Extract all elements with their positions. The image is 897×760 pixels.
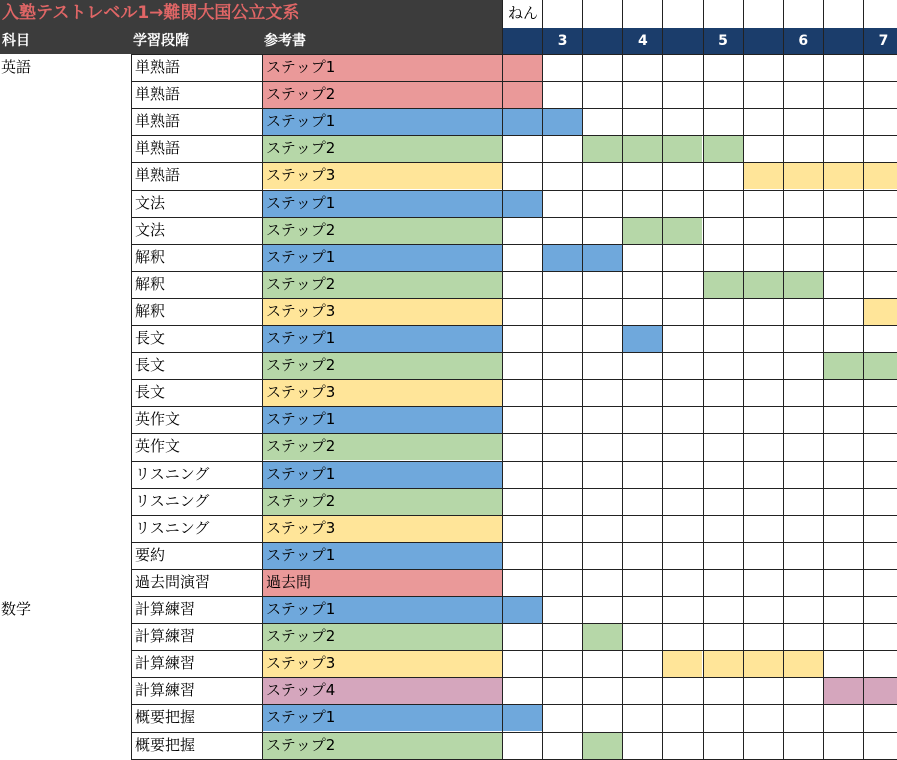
book-cell[interactable]: ステップ2: [262, 135, 502, 162]
stage-cell[interactable]: 長文: [135, 329, 166, 347]
header-stage[interactable]: 学習段階: [131, 28, 262, 54]
stage-cell[interactable]: リスニング: [135, 518, 210, 537]
stage-cell[interactable]: 計算練習: [135, 681, 196, 700]
stage-cell[interactable]: 文法: [135, 193, 166, 212]
book-cell[interactable]: ステップ1: [262, 325, 502, 352]
book-cell[interactable]: ステップ3: [262, 650, 502, 677]
book-cell[interactable]: ステップ2: [262, 81, 502, 108]
book-cell[interactable]: ステップ1: [262, 244, 502, 271]
stage-cell[interactable]: 概要把握: [135, 735, 196, 754]
subject-cell[interactable]: 数学: [1, 600, 32, 618]
stage-cell[interactable]: 解釈: [135, 274, 166, 293]
header-book[interactable]: 参考書: [262, 28, 502, 54]
stage-cell[interactable]: 英作文: [135, 410, 181, 429]
book-cell[interactable]: ステップ1: [262, 596, 502, 623]
book-cell[interactable]: ステップ3: [262, 379, 502, 406]
stage-cell[interactable]: 解釈: [135, 247, 166, 266]
stage-cell[interactable]: 解釈: [135, 301, 166, 320]
note-cell[interactable]: ねん: [508, 4, 539, 22]
book-cell[interactable]: ステップ1: [262, 704, 502, 731]
stage-cell[interactable]: 概要把握: [135, 708, 196, 727]
book-cell[interactable]: ステップ2: [262, 352, 502, 379]
stage-cell[interactable]: 英作文: [135, 437, 181, 456]
month-header-9[interactable]: 7: [863, 28, 897, 54]
book-cell[interactable]: ステップ4: [262, 677, 502, 704]
stage-cell[interactable]: 長文: [135, 383, 166, 402]
stage-cell[interactable]: 単熟語: [135, 85, 181, 104]
book-cell[interactable]: ステップ2: [262, 433, 502, 460]
stage-cell[interactable]: 長文: [135, 356, 166, 375]
book-cell[interactable]: ステップ2: [262, 488, 502, 515]
book-cell[interactable]: ステップ1: [262, 461, 502, 488]
book-cell[interactable]: ステップ3: [262, 298, 502, 325]
stage-cell[interactable]: 単熟語: [135, 58, 181, 76]
month-header-5[interactable]: 5: [703, 28, 744, 54]
book-cell[interactable]: ステップ1: [262, 190, 502, 217]
month-header-3[interactable]: 4: [622, 28, 663, 54]
book-cell[interactable]: ステップ2: [262, 271, 502, 298]
stage-cell[interactable]: 単熟語: [135, 112, 181, 131]
stage-cell[interactable]: 文法: [135, 220, 166, 239]
stage-cell[interactable]: 単熟語: [135, 139, 181, 158]
book-cell[interactable]: ステップ3: [262, 162, 502, 189]
stage-cell[interactable]: 過去問演習: [135, 572, 211, 591]
book-cell[interactable]: ステップ1: [262, 108, 502, 135]
book-cell[interactable]: ステップ2: [262, 732, 502, 759]
stage-cell[interactable]: 計算練習: [135, 627, 196, 646]
stage-cell[interactable]: 要約: [135, 545, 166, 564]
book-cell[interactable]: ステップ1: [262, 406, 502, 433]
book-cell[interactable]: ステップ1: [262, 54, 502, 81]
month-header-1[interactable]: 3: [542, 28, 583, 54]
stage-cell[interactable]: 単熟語: [135, 166, 181, 185]
header-subject[interactable]: 科目: [0, 28, 131, 54]
month-header-7[interactable]: 6: [783, 28, 824, 54]
subject-cell[interactable]: 英語: [1, 58, 32, 76]
stage-cell[interactable]: リスニング: [135, 491, 210, 510]
stage-cell[interactable]: 計算練習: [135, 654, 196, 673]
book-cell[interactable]: ステップ2: [262, 623, 502, 650]
stage-cell[interactable]: リスニング: [135, 464, 210, 483]
book-cell[interactable]: 過去問: [262, 569, 502, 596]
stage-cell[interactable]: 計算練習: [135, 600, 196, 618]
sheet-title[interactable]: 入塾テストレベル1→難関大国公立文系: [2, 3, 300, 23]
book-cell[interactable]: ステップ3: [262, 515, 502, 542]
book-cell[interactable]: ステップ1: [262, 542, 502, 569]
book-cell[interactable]: ステップ2: [262, 217, 502, 244]
